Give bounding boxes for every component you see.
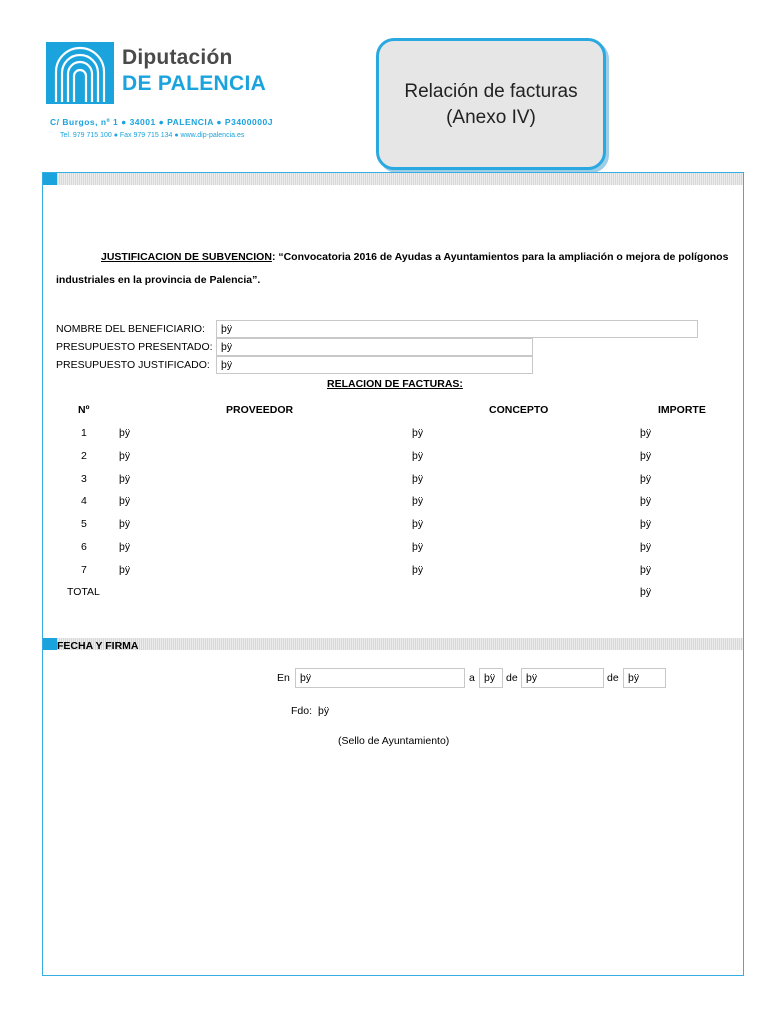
column-header-concept: CONCEPTO — [489, 404, 549, 416]
month-field[interactable]: þÿ — [521, 668, 604, 688]
invoice-supplier-field[interactable]: þÿ — [119, 495, 131, 507]
signed-by-field[interactable]: þÿ — [318, 705, 330, 717]
logo-arch-icon — [46, 42, 114, 104]
invoice-number: 7 — [81, 564, 87, 576]
intro-label: JUSTIFICACION DE SUBVENCION — [101, 251, 272, 263]
invoice-number: 5 — [81, 518, 87, 530]
column-header-number: Nº — [78, 404, 90, 416]
invoice-concept-field[interactable]: þÿ — [412, 427, 424, 439]
document-subtitle: (Anexo IV) — [446, 107, 536, 128]
beneficiary-name-field[interactable]: þÿ — [216, 320, 698, 338]
budget-presented-field[interactable]: þÿ — [216, 338, 533, 356]
invoice-concept-field[interactable]: þÿ — [412, 541, 424, 553]
signed-by-label: Fdo: — [291, 705, 313, 717]
invoice-supplier-field[interactable]: þÿ — [119, 541, 131, 553]
budget-justified-label: PRESUPUESTO JUSTIFICADO: — [56, 359, 210, 371]
invoice-number: 3 — [81, 473, 87, 485]
place-field[interactable]: þÿ — [295, 668, 465, 688]
invoice-amount-field[interactable]: þÿ — [640, 473, 652, 485]
invoice-number: 2 — [81, 450, 87, 462]
invoice-amount-field[interactable]: þÿ — [640, 427, 652, 439]
invoice-amount-field[interactable]: þÿ — [640, 518, 652, 530]
invoice-concept-field[interactable]: þÿ — [412, 495, 424, 507]
total-label: TOTAL — [67, 586, 100, 598]
invoice-number: 1 — [81, 427, 87, 439]
address-line: C/ Burgos, nº 1 ● 34001 ● PALENCIA ● P3400000J — [50, 117, 273, 127]
budget-justified-field[interactable]: þÿ — [216, 356, 533, 374]
stamp-note: (Sello de Ayuntamiento) — [338, 735, 450, 747]
signature-section-title: FECHA Y FIRMA — [57, 640, 139, 652]
invoices-heading: RELACION DE FACTURAS: — [327, 378, 463, 390]
invoice-supplier-field[interactable]: þÿ — [119, 518, 131, 530]
invoice-concept-field[interactable]: þÿ — [412, 518, 424, 530]
top-section-band — [43, 173, 743, 185]
budget-presented-label: PRESUPUESTO PRESENTADO: — [56, 341, 213, 353]
invoice-amount-field[interactable]: þÿ — [640, 541, 652, 553]
intro-text-end: industriales en la provincia de Palencia”. — [56, 274, 261, 286]
form-frame — [42, 172, 744, 976]
brand-subname: DE PALENCIA — [122, 72, 267, 95]
intro-paragraph — [56, 246, 738, 292]
column-header-supplier: PROVEEDOR — [226, 404, 294, 416]
day-field[interactable]: þÿ — [479, 668, 503, 688]
invoice-supplier-field[interactable]: þÿ — [119, 427, 131, 439]
invoice-number: 6 — [81, 541, 87, 553]
total-amount-field[interactable]: þÿ — [640, 586, 652, 598]
invoice-concept-field[interactable]: þÿ — [412, 473, 424, 485]
invoice-amount-field[interactable]: þÿ — [640, 564, 652, 576]
brand-name: Diputación — [122, 46, 233, 69]
invoice-supplier-field[interactable]: þÿ — [119, 473, 131, 485]
invoice-supplier-field[interactable]: þÿ — [119, 450, 131, 462]
place-label: En — [277, 672, 290, 684]
document-title: Relación de facturas — [404, 81, 578, 102]
section-marker — [43, 638, 57, 650]
section-marker — [43, 173, 57, 185]
year-field[interactable]: þÿ — [623, 668, 666, 688]
column-header-amount: IMPORTE — [658, 404, 706, 416]
signature-section-band — [43, 638, 743, 650]
month-label: de — [506, 672, 518, 684]
invoice-amount-field[interactable]: þÿ — [640, 495, 652, 507]
invoice-number: 4 — [81, 495, 87, 507]
document-title-box — [376, 38, 606, 170]
day-label: a — [469, 672, 475, 684]
invoice-concept-field[interactable]: þÿ — [412, 564, 424, 576]
contact-line: Tel. 979 715 100 ● Fax 979 715 134 ● www.dip-palencia.es — [60, 132, 245, 139]
intro-text: : “Convocatoria 2016 de Ayudas a Ayuntamientos para la ampliación o mejora de polígonos — [271, 251, 729, 263]
beneficiary-name-label: NOMBRE DEL BENEFICIARIO: — [56, 323, 205, 335]
year-label: de — [607, 672, 619, 684]
invoice-concept-field[interactable]: þÿ — [412, 450, 424, 462]
invoice-supplier-field[interactable]: þÿ — [119, 564, 131, 576]
invoice-amount-field[interactable]: þÿ — [640, 450, 652, 462]
